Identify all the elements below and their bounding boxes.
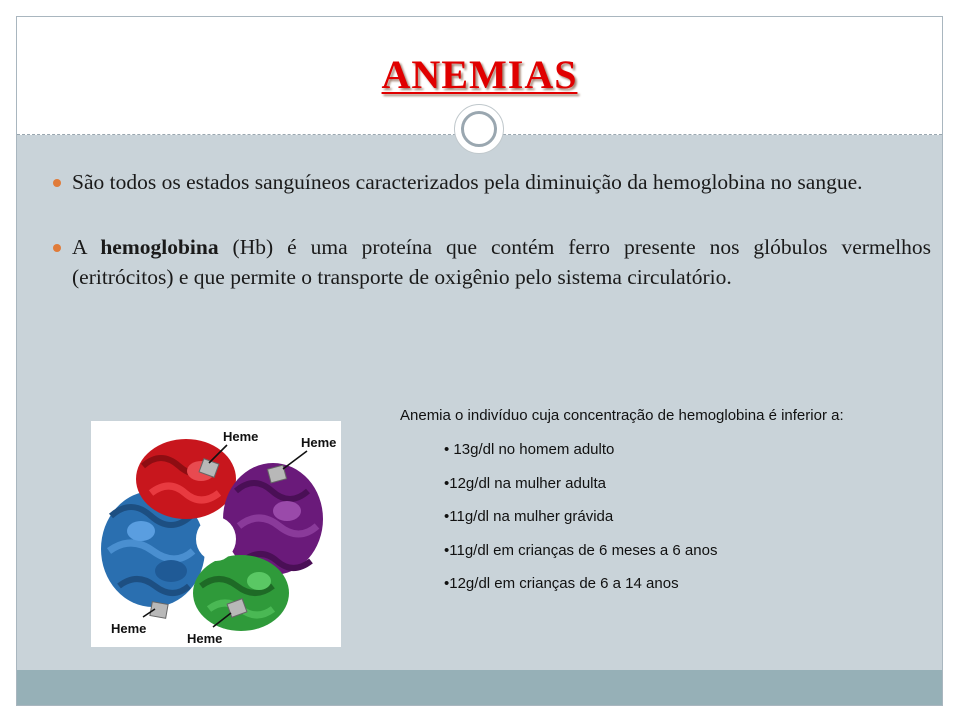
bullet-list (53, 167, 931, 327)
heme-label-top-center: Heme (223, 429, 259, 444)
slide-title: ANEMIAS (381, 52, 578, 97)
heme-label-bottom-left: Heme (111, 621, 147, 636)
criteria-intro: Anemia o indivíduo cuja concentração de hemoglobina é inferior a: (400, 407, 844, 424)
bullet-text-after: (Hb) é uma proteína que contém ferro presente nos glóbulos vermelhos (eritrócitos) e que permite o transporte de oxigênio pelo sistema circulatório. (72, 235, 932, 289)
heme-label-top-right: Heme (301, 435, 337, 450)
criteria-item: •11g/dl na mulher grávida (444, 508, 614, 525)
subunit-green (193, 555, 289, 631)
bullet-bold-term: hemoglobina (100, 235, 219, 259)
criteria-item: •11g/dl em crianças de 6 meses a 6 anos (444, 541, 718, 559)
bullet-text: São todos os estados sanguíneos caracterizados pela diminuição da hemoglobina no sangue. (72, 170, 863, 194)
bullet-item-hemoglobin (53, 232, 931, 292)
hemoglobin-figure (91, 421, 341, 647)
footer-band (17, 670, 942, 705)
circle-ornament-icon (454, 104, 504, 154)
criteria-item: •12g/dl em crianças de 6 a 14 anos (444, 575, 679, 592)
bullet-text-before: A (72, 235, 101, 259)
anemia-criteria (400, 399, 900, 601)
hemoglobin-structure-image (91, 421, 341, 647)
bullet-dot-icon (53, 179, 61, 187)
bullet-item-definition (53, 167, 931, 197)
criteria-item: •12g/dl na mulher adulta (444, 474, 607, 492)
criteria-list (400, 433, 900, 601)
bullet-dot-icon (53, 244, 61, 252)
slide (16, 16, 943, 706)
circle-ornament-inner (461, 111, 497, 147)
criteria-item: • 13g/dl no homem adulto (444, 441, 615, 458)
central-cavity (196, 517, 236, 561)
heme-label-bottom-center: Heme (187, 631, 223, 646)
